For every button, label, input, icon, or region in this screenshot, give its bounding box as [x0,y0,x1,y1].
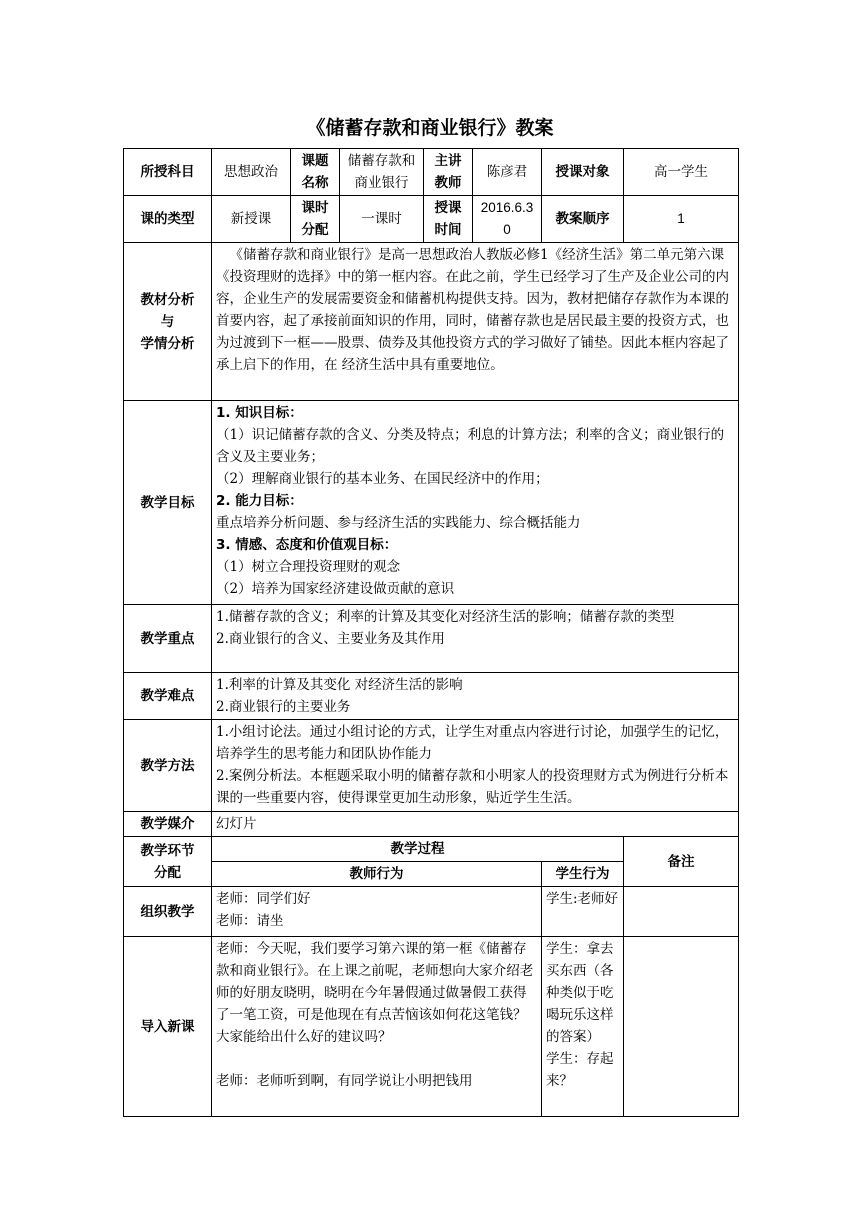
stage-header-line-1: 教学环节 [140,842,195,859]
teacher-label: 主讲教师 [424,149,473,196]
subject-value: 思想政治 [212,149,291,196]
methods-label: 教学方法 [124,720,212,812]
lesson-name-value: 储蓄存款和商业银行 [340,149,424,196]
info-row-2 [124,196,739,243]
knowledge-item-1: （1）识记储蓄存款的含义、分类及特点；利息的计算方法；利率的含义；商业银行的含义及主要业务； [216,427,725,465]
hours-value: 一课时 [340,196,424,243]
info-row-1 [124,149,739,196]
date-label: 授课时间 [424,196,473,243]
audience-value: 高一学生 [624,149,739,196]
organize-teacher-line-2: 老师：请坐 [216,913,284,929]
analysis-row [124,243,739,401]
key-point-1: 1.储蓄存款的含义；利率的计算及其变化对经济生活的影响；储蓄存款的类型 [216,609,675,625]
difficulty-1: 1.利率的计算及其变化 对经济生活的影响 [216,677,463,693]
ability-heading: 2. 能力目标： [216,493,303,509]
intro-notes [624,937,739,1117]
media-value: 幻灯片 [212,812,739,837]
ability-item-1: 重点培养分析问题、参与经济生活的实践能力、综合概括能力 [216,515,581,531]
key-points-label: 教学重点 [124,605,212,673]
stage-header-line-2: 分配 [154,864,181,881]
process-header: 教学过程 [212,837,624,862]
type-label: 课的类型 [124,196,212,243]
stage-header [124,837,212,887]
analysis-label-line-2: 与 [160,313,175,330]
difficulties-row [124,673,739,720]
organize-row [124,887,739,937]
subject-label: 所授科目 [124,149,212,196]
analysis-label-line-3: 学情分析 [140,335,195,352]
notes-header: 备注 [624,837,739,887]
lesson-name-label: 课题名称 [291,149,340,196]
intro-label: 导入新课 [124,937,212,1117]
analysis-text: 《储蓄存款和商业银行》是高一思想政治人教版必修1《经济生活》第二单元第六课《投资理财的选择》中的第一框内容。在此之前，学生已经学习了生产及企业公司的内容，企业生产的发展需要资金和储蓄机构提供支持。因为，教材把储存存款作为本课的首要内容，起了承接前面知识的作用，同时，储蓄存款也是居民最主要的投资方式，也为过渡到下一框——股票、债券及其他投资方式的学习做好了铺垫。因此本框内容起了承上启下的作用，在 经济生活中具有重要地位。 [212,243,739,401]
difficulties-content [212,673,739,720]
method-2: 2.案例分析法。本框题采取小明的储蓄存款和小明家人的投资理财方式为例进行分析本课的一些重要内容，使得课堂更加生动形象，贴近学生生活。 [216,768,729,806]
intro-teacher [212,937,542,1117]
key-point-2: 2.商业银行的含义、主要业务及其作用 [216,631,445,647]
teacher-value: 陈彦君 [473,149,542,196]
knowledge-heading: 1. 知识目标： [216,405,303,421]
key-points-content [212,605,739,673]
document-title: 《储蓄存款和商业银行》教案 [306,117,554,139]
type-value: 新授课 [212,196,291,243]
intro-teacher-gap [216,1048,537,1070]
hours-label: 课时分配 [291,196,340,243]
organize-notes [624,887,739,937]
intro-row [124,937,739,1117]
organize-teacher [212,887,542,937]
organize-student: 学生:老师好 [542,887,624,937]
intro-student-line-1: 学生：拿去买东西（各种类似于吃喝玩乐这样的答案） [546,941,614,1045]
media-label: 教学媒介 [124,812,212,837]
student-behavior-header: 学生行为 [542,862,624,887]
methods-row [124,720,739,812]
teacher-behavior-header: 教师行为 [212,862,542,887]
objectives-row [124,401,739,605]
organize-label: 组织教学 [124,887,212,937]
knowledge-item-2: （2）理解商业银行的基本业务、在国民经济中的作用； [216,471,549,487]
intro-teacher-para-1: 老师：今天呢，我们要学习第六课的第一框《储蓄存款和商业银行》。在上课之前呢，老师想向大家介绍老师的好朋友晓明，晓明在今年暑假通过做暑假工获得了一笔工资，可是他现在有点苦恼该如何花这笔钱？大家能给出什么好的建议吗？ [216,941,534,1045]
objectives-label: 教学目标 [124,401,212,605]
process-header-row-1 [124,837,739,862]
intro-teacher-para-2: 老师：老师听到啊，有同学说让小明把钱用 [216,1073,473,1089]
method-1: 1.小组讨论法。通过小组讨论的方式，让学生对重点内容进行讨论，加强学生的记忆，培养学生的思考能力和团队协作能力 [216,724,729,762]
order-value: 1 [624,196,739,243]
audience-label: 授课对象 [542,149,624,196]
date-value: 2016.6.30 [473,196,542,243]
intro-student [542,937,624,1117]
media-row [124,812,739,837]
objectives-content [212,401,739,605]
lesson-plan-table [123,148,739,1117]
analysis-label-line-1: 教材分析 [140,291,195,308]
key-points-row [124,605,739,673]
order-label: 教案顺序 [542,196,624,243]
emotion-heading: 3. 情感、态度和价值观目标： [216,537,398,553]
organize-teacher-line-1: 老师：同学们好 [216,891,311,907]
difficulty-2: 2.商业银行的主要业务 [216,699,351,715]
intro-student-line-2: 学生：存起来？ [546,1051,614,1089]
difficulties-label: 教学难点 [124,673,212,720]
methods-content [212,720,739,812]
emotion-item-2: （2）培养为国家经济建设做贡献的意识 [216,581,455,597]
analysis-label [124,243,212,401]
emotion-item-1: （1）树立合理投资理财的观念 [216,559,401,575]
